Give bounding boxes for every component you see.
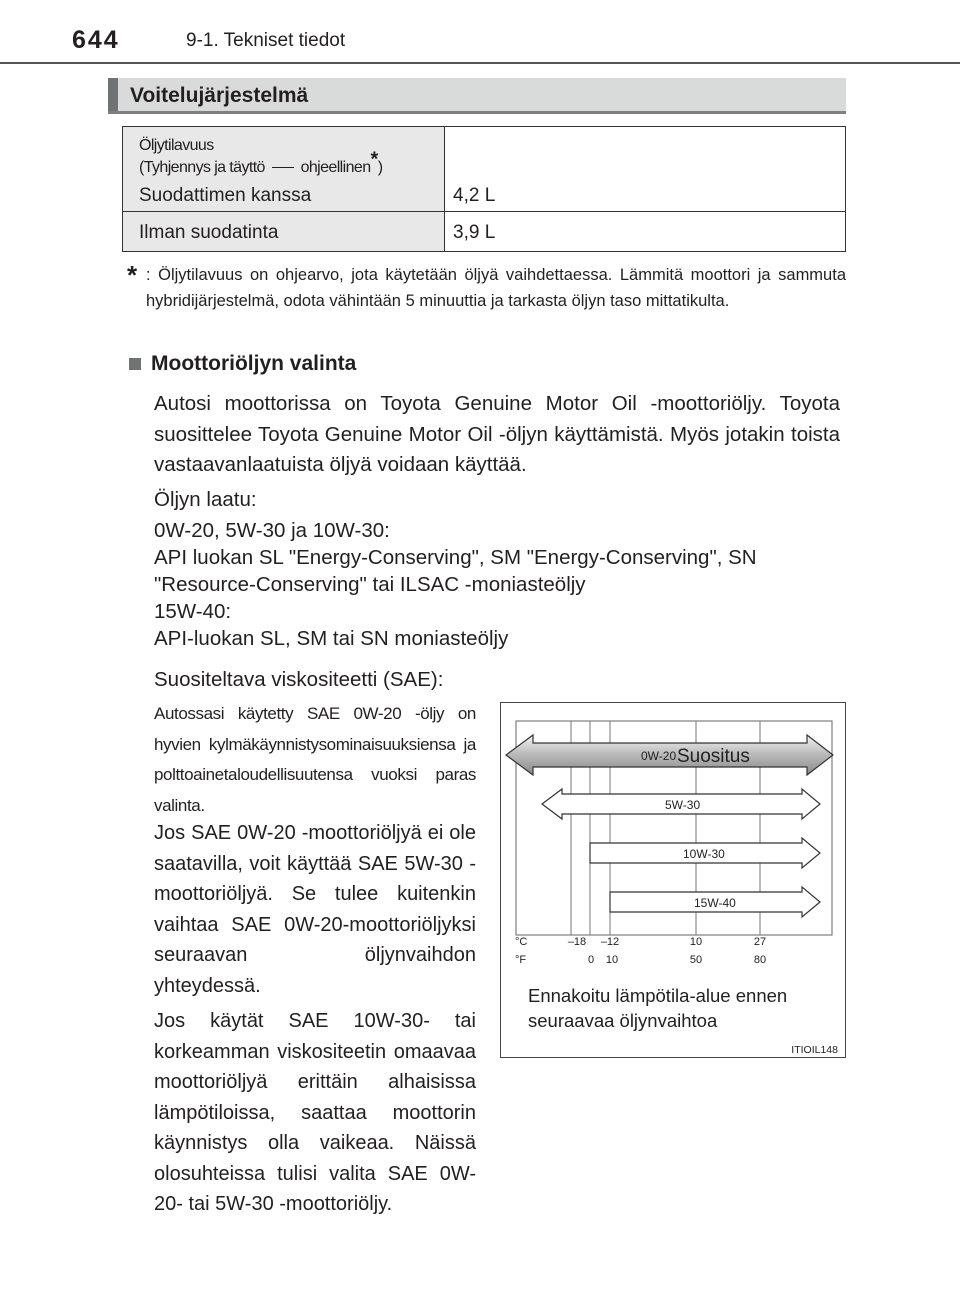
celsius-tick: 10 — [689, 936, 703, 948]
paragraph-cold-start: Jos käytät SAE 10W-30- tai korkeamman viskositeetin omaavaa moottoriöljyä erittäin alhaisissa lämpötiloissa, saattaa moottorin käynnistys olla vaikeaa. Näissä olosuhteissa tulisi valita SAE 0W-20- tai 5W-30 -moottoriöljy. — [154, 1010, 476, 1215]
dash-line — [272, 167, 294, 168]
oil-quality-label: Öljyn laatu: — [154, 488, 257, 511]
section-header — [108, 78, 846, 114]
intro-paragraph: Autosi moottorissa on Toyota Genuine Motor Oil -moottoriöljy. Toyota suosittelee Toyota Genuine Motor Oil -öljyn käyttämistä. Myös jotakin toista vastaavanlaatuista öljyä voidaan käyttää. — [154, 392, 840, 476]
paragraph-5w30: Jos SAE 0W-20 -moottoriöljyä ei ole saatavilla, voit käyttää SAE 5W-30 -moottoriöljyä. Se tulee kuitenkin vaihtaa SAE 0W-20-moottoriöljyksi seuraavan öljynvaihdon yhteydessä. — [154, 822, 476, 997]
footnote-mark: * — [127, 260, 138, 290]
celsius-tick: 27 — [753, 936, 767, 948]
figure-id: ITIOIL148 — [791, 1044, 838, 1056]
table-row-value: 4,2 L — [453, 185, 496, 206]
chart-caption: Ennakoitu lämpötila-alue ennen seuraavaa öljynvaihtoa — [528, 985, 788, 1031]
viscosity-label: Suositeltava viskositeetti (SAE): — [154, 668, 444, 691]
range-label-15w40: 15W-40 — [694, 896, 736, 910]
fahrenheit-tick: 10 — [605, 954, 619, 966]
page-number: 644 — [72, 26, 120, 54]
table-row — [123, 212, 445, 251]
spec-2: API-luokan SL, SM tai SN moniasteöljy — [154, 627, 509, 650]
condition-label: (Tyhjennys ja täyttö ohjeellinen*) — [139, 148, 383, 176]
range-label-5w30: 5W-30 — [665, 798, 701, 812]
range-label-0w20: 0W-20 — [641, 749, 677, 763]
oil-selection-heading: Moottoriöljyn valinta — [129, 352, 356, 376]
capacity-label: Öljytilavuus — [139, 137, 214, 154]
viscosity-chart — [500, 702, 846, 1058]
footnote-text: : Öljytilavuus on ohjearvo, jota käytetään öljyä vaihdettaessa. Lämmitä moottori ja sammuta hybridijärjestelmä, odota vähintään 5 minuuttia ja tarkasta öljyn taso mittatikulta. — [146, 266, 846, 310]
small-note: Autossasi käytetty SAE 0W-20 -öljy on hyvien kylmäkäynnistysominaisuuksiensa ja polttoainetaloudellisuutensa vuoksi paras valinta. — [154, 704, 476, 815]
fahrenheit-tick: 50 — [689, 954, 703, 966]
square-bullet-icon — [129, 358, 141, 370]
table-row-value: 3,9 L — [453, 222, 496, 243]
table-row-label: Ilman suodatinta — [139, 222, 279, 243]
spec-1: API luokan SL "Energy-Conserving", SM "Energy-Conserving", SN "Resource-Conserving" tai ILSAC -moniasteöljy — [154, 546, 757, 596]
celsius-unit: °C — [515, 936, 528, 948]
grades-1: 0W-20, 5W-30 ja 10W-30: — [154, 519, 390, 542]
celsius-tick: –12 — [600, 936, 620, 948]
section-header-bar — [108, 78, 118, 111]
table-row — [445, 212, 845, 251]
table-row-label: Suodattimen kanssa — [139, 185, 312, 206]
header-divider — [0, 62, 960, 64]
celsius-tick: –18 — [567, 936, 587, 948]
section-title: Voitelujärjestelmä — [130, 84, 309, 107]
capacity-label-cell — [123, 127, 445, 211]
capacity-value-cell — [445, 127, 845, 211]
chapter-title: 9-1. Tekniset tiedot — [186, 30, 346, 51]
range-recommended-label: Suositus — [677, 746, 750, 767]
fahrenheit-tick: 0 — [587, 954, 595, 966]
oil-capacity-table — [122, 126, 846, 252]
fahrenheit-unit: °F — [515, 954, 527, 966]
grades-2: 15W-40: — [154, 600, 232, 623]
fahrenheit-tick: 80 — [753, 954, 767, 966]
range-label-10w30: 10W-30 — [683, 847, 725, 861]
